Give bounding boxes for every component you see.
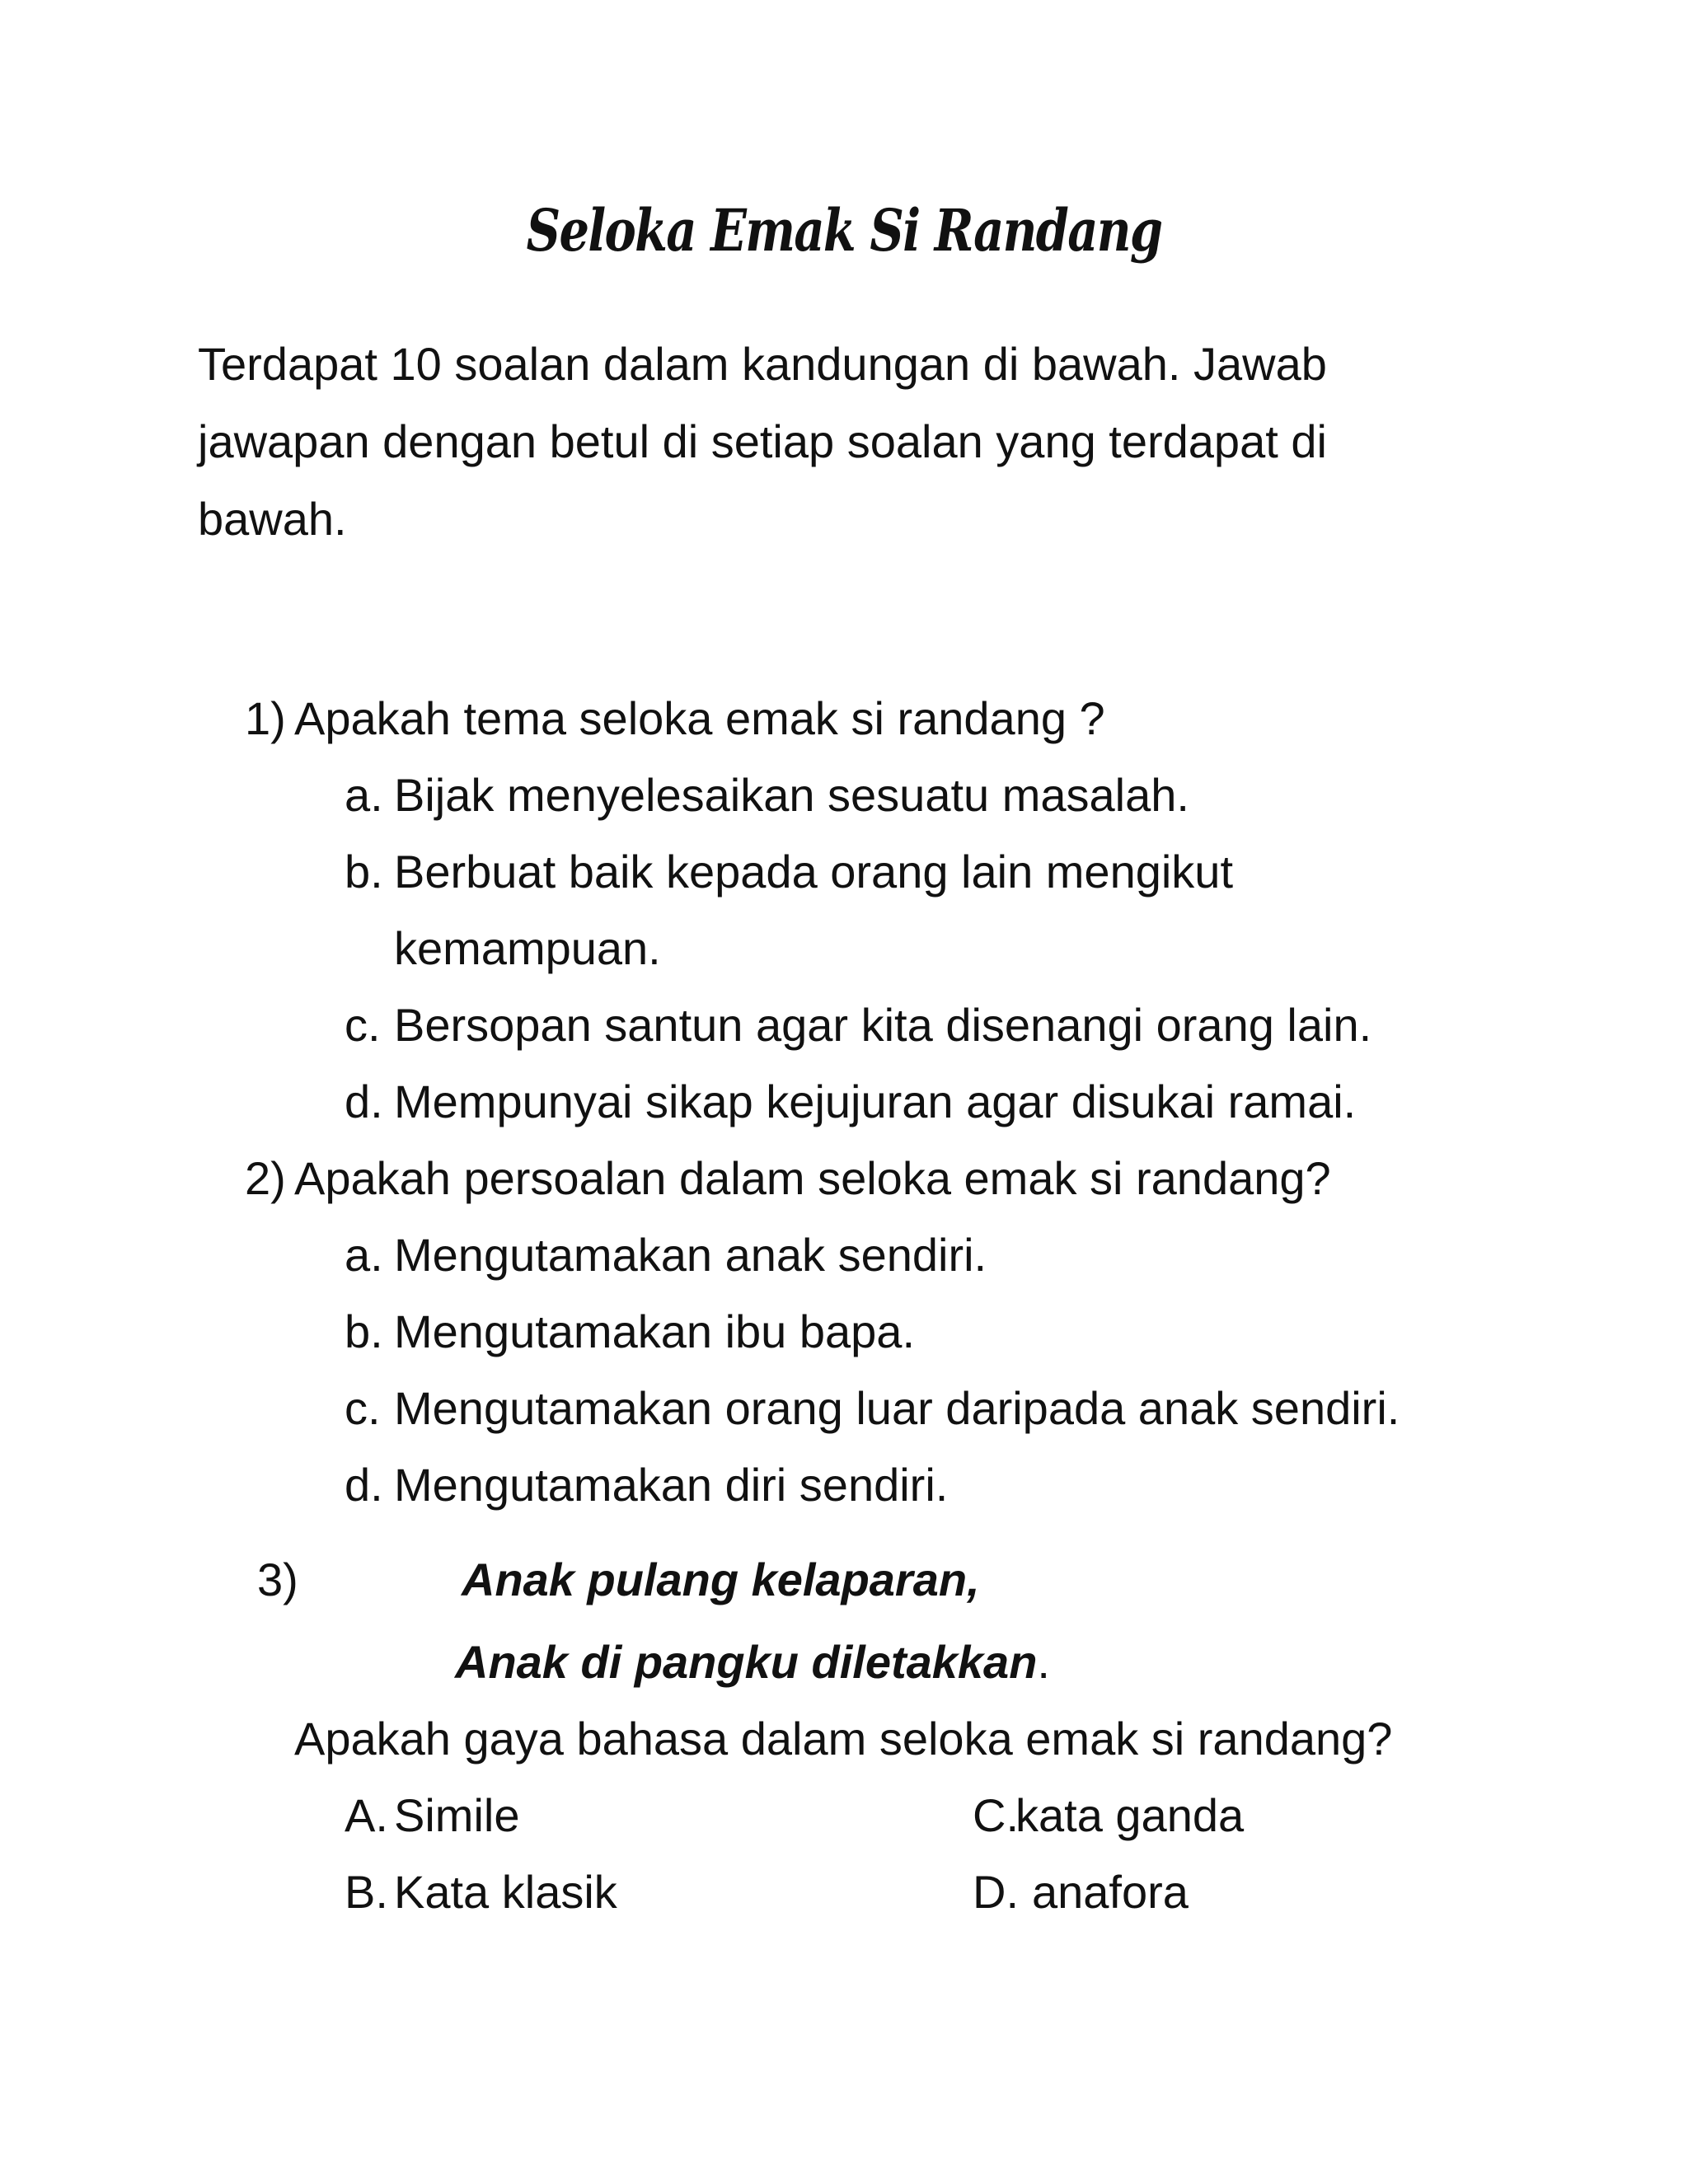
question-1 xyxy=(0,680,1688,757)
q1-option-a xyxy=(0,757,1688,834)
q2-option-a xyxy=(0,1216,1688,1294)
question-text: Apakah gaya bahasa dalam seloka emak si randang? xyxy=(294,1713,1393,1765)
option-letter: d. xyxy=(345,1459,383,1511)
option-text: Mengutamakan anak sendiri. xyxy=(394,1229,987,1281)
q1-option-b-continued xyxy=(0,910,1688,987)
question-2 xyxy=(0,1140,1688,1217)
option-letter: c. xyxy=(345,999,381,1051)
question-3-verse xyxy=(0,1624,1688,1701)
option-text: Mengutamakan ibu bapa. xyxy=(394,1305,915,1357)
document-title: Seloka Emak Si Randang xyxy=(526,196,1162,265)
verse-line-2 xyxy=(455,1624,1050,1701)
option-text: Kata klasik xyxy=(394,1866,617,1918)
instructions-paragraph: Terdapat 10 soalan dalam kandungan di bawah. Jawab jawapan dengan betul di setiap soalan yang terdapat di bawah. xyxy=(198,338,1327,545)
option-text: Bijak menyelesaikan sesuatu masalah. xyxy=(394,769,1189,821)
option-letter: C. xyxy=(973,1789,1019,1841)
q2-option-c xyxy=(0,1370,1688,1447)
q3-options-row-2 xyxy=(0,1854,1688,1931)
option-text: Bersopan santun agar kita disenangi orang lain. xyxy=(394,999,1372,1051)
option-text: anafora xyxy=(1032,1866,1189,1918)
option-text: Mengutamakan diri sendiri. xyxy=(394,1459,949,1511)
q3-options-row-1 xyxy=(0,1777,1688,1854)
option-letter: B. xyxy=(345,1866,388,1918)
option-letter: a. xyxy=(345,1229,383,1281)
question-3 xyxy=(0,1700,1688,1778)
q2-option-d xyxy=(0,1446,1688,1524)
q1-option-c xyxy=(0,987,1688,1064)
option-text: Mengutamakan orang luar daripada anak sendiri. xyxy=(394,1382,1400,1434)
option-text: Mempunyai sikap kejujuran agar disukai ramai. xyxy=(394,1076,1357,1127)
q1-option-d xyxy=(0,1063,1688,1141)
q1-option-b xyxy=(0,833,1688,911)
question-text: Apakah persoalan dalam seloka emak si randang? xyxy=(294,1152,1331,1204)
verse-line-2-period: . xyxy=(1037,1636,1050,1688)
question-number: 3) xyxy=(257,1554,298,1605)
question-3-header xyxy=(0,1541,1688,1619)
option-letter: b. xyxy=(345,846,383,898)
option-text: kata ganda xyxy=(1015,1789,1245,1841)
option-letter: a. xyxy=(345,769,383,821)
option-text: Berbuat baik kepada orang lain mengikut xyxy=(394,846,1234,898)
option-letter: b. xyxy=(345,1305,383,1357)
option-letter: A. xyxy=(345,1789,388,1841)
verse-line-2-text: Anak di pangku diletakkan xyxy=(455,1636,1038,1688)
option-letter: c. xyxy=(345,1382,381,1434)
q2-option-b xyxy=(0,1293,1688,1371)
question-number: 2) xyxy=(245,1152,286,1204)
option-text-continued: kemampuan. xyxy=(394,922,661,974)
question-text: Apakah tema seloka emak si randang ? xyxy=(294,692,1105,744)
option-letter: D. xyxy=(973,1866,1019,1918)
verse-line-1: Anak pulang kelaparan, xyxy=(462,1554,980,1605)
question-number: 1) xyxy=(245,692,286,744)
option-text: Simile xyxy=(394,1789,520,1841)
option-letter: d. xyxy=(345,1076,383,1127)
